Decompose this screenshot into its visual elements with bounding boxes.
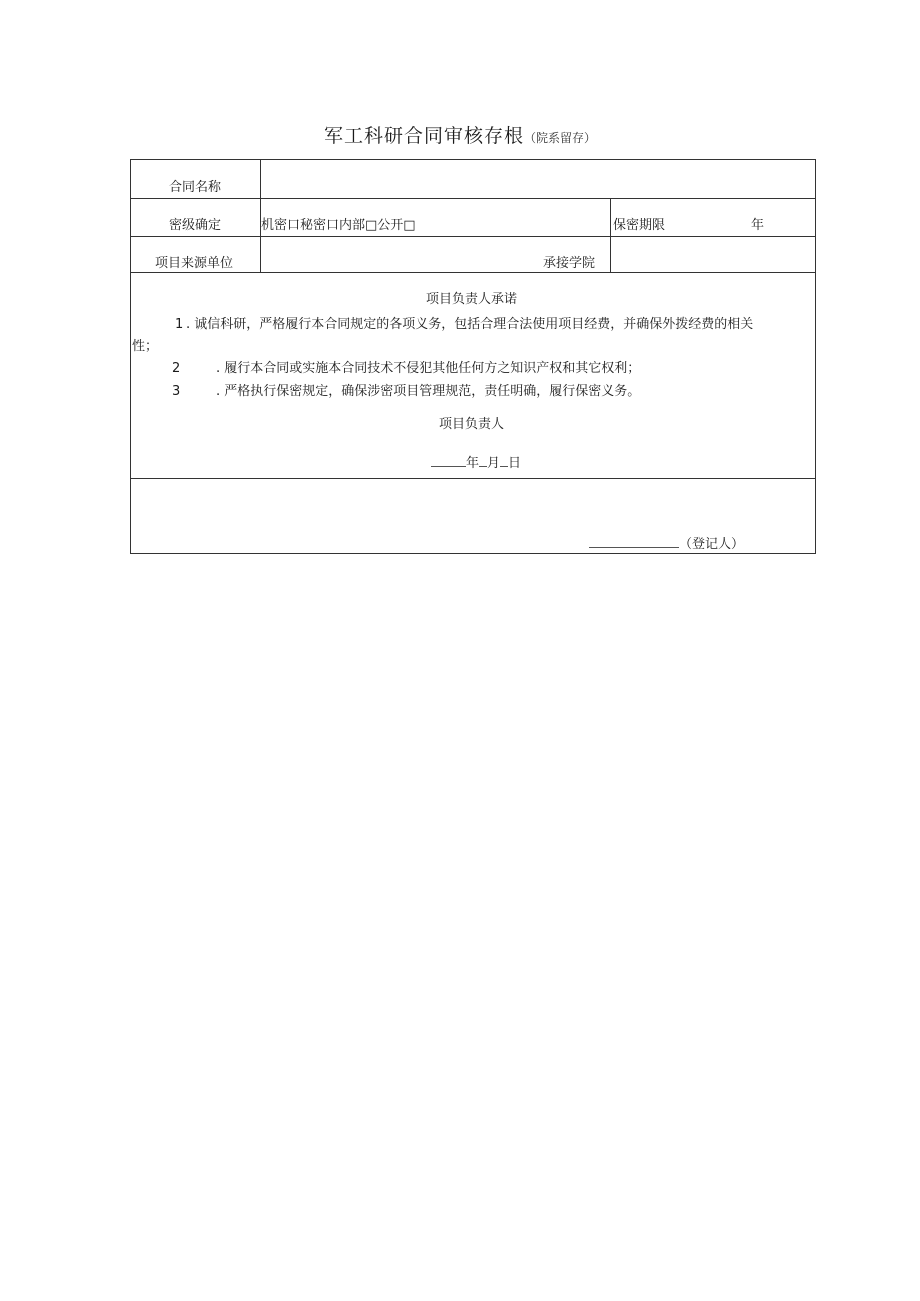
date-month-label: 月: [487, 456, 501, 471]
pledge-heading: 项目负责人承诺: [426, 292, 518, 307]
row-divider: [131, 236, 815, 237]
column-divider: [610, 198, 611, 272]
form-title: [0, 121, 920, 148]
pledge-item-2-text: . 履行本合同或实施本合同技术不侵犯其他任何方之知识产权和其它权利；: [216, 361, 641, 376]
row-divider: [131, 198, 815, 199]
row-divider: [131, 272, 815, 273]
pledge-item-2-number: 2: [172, 361, 181, 376]
page-title: 军工科研合同审核存根: [323, 125, 524, 147]
date-year-label: 年: [466, 456, 480, 471]
contract-name-label: 合同名称: [169, 180, 222, 195]
source-unit-label: 项目来源单位: [155, 256, 234, 271]
pledge-item-3-number: 3: [172, 384, 181, 399]
pledge-date: [431, 454, 521, 472]
pledge-signer-label: 项目负责人: [439, 417, 505, 432]
date-year-blank[interactable]: [431, 454, 466, 467]
pledge-item-3-text: . 严格执行保密规定，确保涉密项目管理规范，责任明确，履行保密义务。: [216, 384, 641, 399]
date-day-blank[interactable]: [500, 454, 508, 467]
college-label: 承接学院: [543, 256, 596, 271]
audit-form-table: [130, 159, 816, 554]
date-month-blank[interactable]: [479, 454, 487, 467]
secrecy-period-unit: 年: [751, 218, 765, 233]
row-divider: [131, 478, 815, 479]
secrecy-level-label: 密级确定: [169, 218, 222, 233]
date-day-label: 日: [508, 456, 522, 471]
pledge-item-1-number: 1: [175, 317, 184, 332]
pledge-item-1-continuation: 性；: [132, 339, 159, 354]
registrar-line: [589, 537, 744, 553]
secrecy-level-options[interactable]: 机密口秘密口内部□公开□: [261, 218, 416, 233]
registrar-label: （登记人）: [679, 537, 745, 552]
pledge-item-1-text: . 诚信科研，严格履行本合同规定的各项义务，包括合理合法使用项目经费，并确保外拨经费的相关: [186, 317, 754, 332]
secrecy-period-label: 保密期限: [613, 218, 666, 233]
registrar-blank[interactable]: [589, 537, 679, 548]
column-divider: [260, 160, 261, 272]
page-subtitle: （院系留存）: [524, 131, 597, 145]
